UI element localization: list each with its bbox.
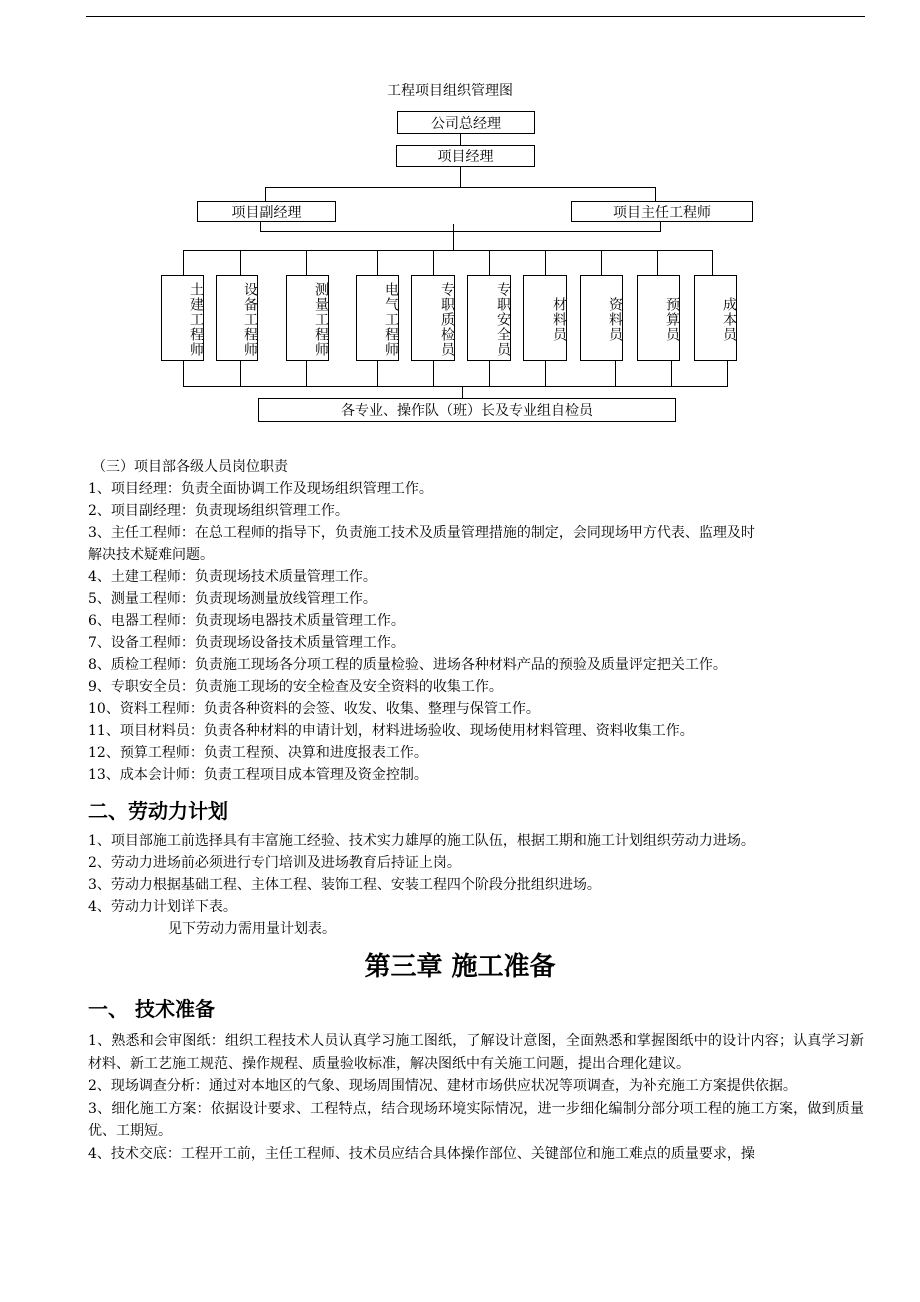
- deputy-manager-box: [197, 201, 336, 222]
- connector: [240, 360, 241, 387]
- connector: [545, 360, 546, 387]
- role-label: 专职安全员: [495, 281, 511, 357]
- duty-item: 1、项目经理：负责全面协调工作及现场组织管理工作。: [88, 481, 433, 497]
- connector: [545, 250, 546, 276]
- org-chart-title: 工程项目组织管理图: [387, 83, 513, 99]
- connector: [240, 250, 241, 276]
- labor-heading: 二、劳动力计划: [88, 799, 228, 823]
- role-label: 成本员: [721, 296, 737, 342]
- duty-item: 10、资料工程师：负责各种资料的会签、收发、收集、整理与保管工作。: [88, 701, 540, 717]
- connector: [671, 360, 672, 387]
- role-box: [411, 275, 455, 361]
- duty-item: 12、预算工程师：负责工程预、决算和进度报表工作。: [88, 745, 428, 761]
- connector: [433, 360, 434, 387]
- tech-prep-heading: 一、 技术准备: [88, 997, 215, 1021]
- connector: [377, 360, 378, 387]
- connector: [655, 187, 656, 202]
- connector: [453, 224, 454, 250]
- team-leaders-label: 各专业、操作队（班）长及专业组自检员: [341, 403, 593, 419]
- role-box: [523, 275, 567, 361]
- role-label: 材料员: [551, 296, 567, 342]
- connector: [489, 250, 490, 276]
- connector: [712, 250, 713, 276]
- duties-heading: （三）项目部各级人员岗位职责: [92, 459, 288, 475]
- connector: [183, 386, 728, 387]
- role-label: 测量工程师: [313, 281, 329, 357]
- connector: [183, 360, 184, 387]
- tech-item: 3、细化施工方案：依据设计要求、工程特点，结合现场环境实际情况，进一步细化编制分部分项工程的施工方案，做到质量优、工期短。: [88, 1100, 864, 1140]
- labor-note: 见下劳动力需用量计划表。: [168, 921, 336, 937]
- duty-item: 8、质检工程师：负责施工现场各分项工程的质量检验、进场各种材料产品的预验及质量评定把关工作。: [88, 657, 727, 673]
- labor-item: 2、劳动力进场前必须进行专门培训及进场教育后持证上岗。: [88, 855, 461, 871]
- role-label: 专职质检员: [439, 281, 455, 357]
- tech-item: 1、熟悉和会审图纸：组织工程技术人员认真学习施工图纸，了解设计意图，全面熟悉和掌握图纸中的设计内容；认真学习新材料、新工艺施工规范、操作规程、质量验收标准，解决图纸中有关施工问题，提出合理化建议。: [88, 1033, 864, 1072]
- tech-item: 4、技术交底：工程开工前，主任工程师、技术员应结合具体操作部位、关键部位和施工难点的质量要求，操: [88, 1145, 755, 1162]
- duty-item: 9、专职安全员：负责施工现场的安全检查及安全资料的收集工作。: [88, 679, 503, 695]
- connector: [306, 250, 307, 276]
- company-gm-box: [397, 111, 535, 134]
- connector: [433, 250, 434, 276]
- deputy-manager-label: 项目副经理: [231, 204, 302, 221]
- connector: [489, 360, 490, 387]
- team-leaders-box: [258, 398, 676, 422]
- tech-prep-section: [88, 1030, 864, 1166]
- connector: [265, 187, 266, 202]
- labor-item: 1、项目部施工前选择具有丰富施工经验、技术实力雄厚的施工队伍，根据工期和施工计划组织劳动力进场。: [88, 833, 755, 849]
- role-box: [356, 275, 399, 361]
- role-label: 预算员: [664, 296, 680, 342]
- role-box: [216, 275, 258, 361]
- connector: [657, 250, 658, 276]
- duty-item: 解决技术疑难问题。: [88, 547, 214, 563]
- labor-item: 4、劳动力计划详下表。: [88, 899, 237, 915]
- org-chart: [0, 0, 920, 440]
- duty-item: 2、项目副经理：负责现场组织管理工作。: [88, 503, 349, 519]
- project-manager-box: [396, 145, 535, 167]
- connector: [183, 250, 712, 251]
- role-box: [286, 275, 329, 361]
- connector: [460, 166, 461, 187]
- labor-item: 3、劳动力根据基础工程、主体工程、装饰工程、安装工程四个阶段分批组织进场。: [88, 877, 601, 893]
- chief-engineer-label: 项目主任工程师: [613, 204, 711, 221]
- labor-section: [88, 830, 864, 940]
- duties-section: [88, 456, 864, 786]
- connector: [601, 250, 602, 276]
- role-box: [580, 275, 623, 361]
- duty-item: 13、成本会计师：负责工程项目成本管理及资金控制。: [88, 767, 428, 783]
- duty-item: 6、电器工程师：负责现场电器技术质量管理工作。: [88, 613, 405, 629]
- chapter-title: 第三章 施工准备: [364, 952, 556, 982]
- role-box: [637, 275, 680, 361]
- duty-item: 7、设备工程师：负责现场设备技术质量管理工作。: [88, 635, 405, 651]
- duty-item: 11、项目材料员：负责各种材料的申请计划，材料进场验收、现场使用材料管理、资料收集工作。: [88, 723, 694, 739]
- role-box: [694, 275, 737, 361]
- project-manager-label: 项目经理: [437, 149, 494, 165]
- role-label: 设备工程师: [242, 281, 258, 357]
- connector: [306, 360, 307, 387]
- company-gm-label: 公司总经理: [431, 115, 501, 132]
- role-label: 资料员: [607, 296, 623, 342]
- role-label: 土建工程师: [188, 281, 204, 357]
- duty-item: 5、测量工程师：负责现场测量放线管理工作。: [88, 591, 377, 607]
- duty-item: 3、主任工程师：在总工程师的指导下，负责施工技术及质量管理措施的制定，会同现场甲方代表、监理及时: [88, 525, 755, 541]
- connector: [260, 231, 661, 232]
- tech-item: 2、现场调查分析：通过对本地区的气象、现场周围情况、建材市场供应状况等项调查，为补充施工方案提供依据。: [88, 1078, 797, 1095]
- duty-item: 4、土建工程师：负责现场技术质量管理工作。: [88, 569, 377, 585]
- connector: [727, 360, 728, 387]
- role-box: [467, 275, 511, 361]
- role-box: [161, 275, 204, 361]
- connector: [265, 187, 655, 188]
- connector: [615, 360, 616, 387]
- role-label: 电气工程师: [383, 281, 399, 357]
- connector: [377, 250, 378, 276]
- chief-engineer-box: [571, 201, 753, 222]
- connector: [183, 250, 184, 276]
